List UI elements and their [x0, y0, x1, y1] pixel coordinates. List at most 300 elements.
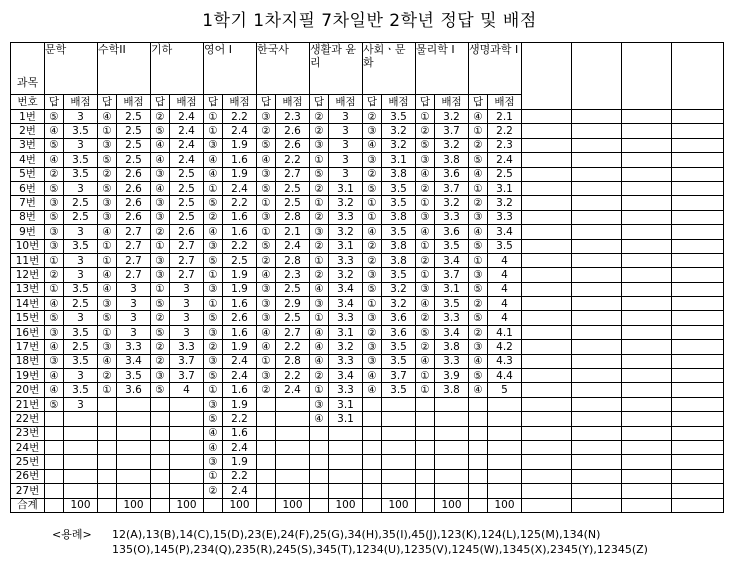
- score-cell: 3.7: [170, 354, 204, 368]
- score-cell: 3.2: [488, 196, 522, 210]
- score-cell: 3.6: [382, 325, 416, 339]
- empty-cell: [622, 426, 672, 440]
- answer-cell: [363, 484, 382, 498]
- score-cell: 3.4: [329, 297, 363, 311]
- empty-column: [672, 43, 724, 110]
- score-cell: 3.5: [64, 282, 98, 296]
- table-row: [11, 153, 724, 167]
- empty-cell: [522, 110, 572, 124]
- score-cell: 1.9: [223, 455, 257, 469]
- score-cell: 3.5: [435, 297, 469, 311]
- score-cell: 3.3: [435, 210, 469, 224]
- score-cell: 100: [382, 498, 416, 512]
- score-cell: 3.5: [435, 239, 469, 253]
- answer-cell: [257, 440, 276, 454]
- empty-cell: [572, 167, 622, 181]
- empty-cell: [572, 412, 622, 426]
- answer-cell: ①: [416, 110, 435, 124]
- empty-cell: [622, 282, 672, 296]
- question-number: 26번: [11, 469, 45, 483]
- score-cell: 100: [223, 498, 257, 512]
- empty-cell: [522, 426, 572, 440]
- answer-header: 답: [363, 95, 382, 110]
- score-cell: 3.2: [382, 124, 416, 138]
- answer-cell: [151, 498, 170, 512]
- answer-cell: [310, 455, 329, 469]
- score-cell: [170, 484, 204, 498]
- score-cell: 3.3: [117, 340, 151, 354]
- empty-cell: [622, 469, 672, 483]
- answer-cell: [98, 484, 117, 498]
- score-cell: [117, 412, 151, 426]
- score-cell: [117, 484, 151, 498]
- score-cell: [170, 455, 204, 469]
- score-cell: [276, 484, 310, 498]
- answer-cell: ⑤: [204, 369, 223, 383]
- score-cell: 2.5: [117, 138, 151, 152]
- score-cell: 2.7: [170, 268, 204, 282]
- answer-cell: ①: [204, 297, 223, 311]
- answer-cell: [257, 426, 276, 440]
- score-cell: 3.7: [382, 369, 416, 383]
- score-cell: [276, 440, 310, 454]
- table-row: [11, 297, 724, 311]
- answer-cell: ①: [257, 354, 276, 368]
- table-row: [11, 311, 724, 325]
- answer-cell: ②: [151, 311, 170, 325]
- score-cell: 2.7: [170, 239, 204, 253]
- answer-cell: ①: [98, 383, 117, 397]
- table-row: [11, 239, 724, 253]
- score-cell: 2.7: [117, 253, 151, 267]
- total-row: [11, 498, 724, 512]
- answer-cell: ⑤: [45, 311, 64, 325]
- answer-cell: [98, 498, 117, 512]
- answer-cell: ⑤: [416, 138, 435, 152]
- score-cell: 3.5: [382, 110, 416, 124]
- answer-cell: ③: [204, 354, 223, 368]
- score-cell: [488, 412, 522, 426]
- answer-cell: [363, 455, 382, 469]
- score-cell: [488, 469, 522, 483]
- score-cell: [488, 484, 522, 498]
- empty-cell: [672, 268, 724, 282]
- empty-cell: [522, 397, 572, 411]
- score-cell: 3: [170, 325, 204, 339]
- score-cell: 2.6: [223, 311, 257, 325]
- score-cell: 3: [117, 297, 151, 311]
- answer-cell: [363, 426, 382, 440]
- answer-cell: ②: [151, 110, 170, 124]
- subject-header: 한국사: [257, 43, 310, 95]
- page-title: 1학기 1차지필 7차일반 2학년 정답 및 배점: [202, 11, 537, 31]
- answer-cell: ③: [416, 153, 435, 167]
- score-cell: 3.1: [329, 412, 363, 426]
- score-cell: 1.6: [223, 383, 257, 397]
- empty-cell: [522, 138, 572, 152]
- answer-cell: ④: [310, 282, 329, 296]
- question-number: 19번: [11, 369, 45, 383]
- table-row: [11, 225, 724, 239]
- score-cell: 4.1: [488, 325, 522, 339]
- score-cell: 2.4: [276, 239, 310, 253]
- score-cell: 3.8: [382, 167, 416, 181]
- score-cell: 2.8: [276, 210, 310, 224]
- answer-cell: ④: [98, 110, 117, 124]
- score-cell: 1.9: [223, 282, 257, 296]
- score-cell: 2.2: [223, 239, 257, 253]
- empty-cell: [622, 412, 672, 426]
- score-cell: [276, 455, 310, 469]
- score-cell: 2.2: [223, 469, 257, 483]
- score-cell: 2.4: [223, 484, 257, 498]
- table-row: [11, 210, 724, 224]
- answer-cell: ④: [416, 354, 435, 368]
- answer-cell: ②: [310, 239, 329, 253]
- answer-cell: ①: [98, 325, 117, 339]
- score-cell: 1.9: [223, 167, 257, 181]
- empty-cell: [672, 426, 724, 440]
- score-cell: 3.4: [435, 325, 469, 339]
- score-cell: 2.4: [223, 369, 257, 383]
- score-cell: 1.6: [223, 426, 257, 440]
- score-cell: 3.5: [64, 167, 98, 181]
- score-cell: 3: [170, 311, 204, 325]
- empty-cell: [622, 138, 672, 152]
- answer-cell: ②: [469, 325, 488, 339]
- score-cell: [64, 440, 98, 454]
- answer-cell: ①: [416, 369, 435, 383]
- score-cell: 100: [329, 498, 363, 512]
- empty-cell: [572, 340, 622, 354]
- answer-cell: ②: [363, 167, 382, 181]
- answer-cell: [98, 469, 117, 483]
- score-cell: 3.5: [64, 383, 98, 397]
- answer-cell: ⑤: [98, 311, 117, 325]
- empty-cell: [572, 110, 622, 124]
- score-cell: [488, 397, 522, 411]
- score-cell: 3.3: [435, 311, 469, 325]
- question-number: 24번: [11, 440, 45, 454]
- subject-header: 기하: [151, 43, 204, 95]
- score-cell: 2.2: [223, 110, 257, 124]
- answer-cell: ⑤: [98, 153, 117, 167]
- answer-cell: [469, 484, 488, 498]
- score-cell: 2.5: [64, 297, 98, 311]
- score-cell: 3: [117, 282, 151, 296]
- score-cell: 3.2: [382, 282, 416, 296]
- score-cell: 4.4: [488, 369, 522, 383]
- answer-cell: [469, 397, 488, 411]
- answer-cell: ③: [363, 153, 382, 167]
- score-cell: 2.6: [276, 124, 310, 138]
- answer-cell: ③: [98, 210, 117, 224]
- empty-cell: [622, 325, 672, 339]
- empty-cell: [572, 297, 622, 311]
- empty-cell: [672, 440, 724, 454]
- empty-cell: [672, 397, 724, 411]
- answer-cell: ④: [98, 282, 117, 296]
- answer-cell: ③: [363, 268, 382, 282]
- score-cell: 2.2: [223, 196, 257, 210]
- answer-cell: ④: [257, 153, 276, 167]
- empty-cell: [522, 239, 572, 253]
- answer-cell: ③: [469, 268, 488, 282]
- answer-cell: ③: [416, 282, 435, 296]
- score-cell: 3: [329, 124, 363, 138]
- empty-cell: [672, 167, 724, 181]
- answer-cell: ③: [151, 253, 170, 267]
- score-cell: 2.5: [170, 196, 204, 210]
- question-number: 11번: [11, 253, 45, 267]
- answer-cell: ①: [151, 239, 170, 253]
- score-cell: 3.3: [329, 253, 363, 267]
- answer-cell: [204, 498, 223, 512]
- score-cell: [435, 397, 469, 411]
- score-cell: 3.1: [488, 181, 522, 195]
- score-cell: [276, 469, 310, 483]
- empty-cell: [672, 138, 724, 152]
- empty-cell: [622, 124, 672, 138]
- answer-cell: ③: [98, 196, 117, 210]
- empty-cell: [572, 225, 622, 239]
- empty-cell: [672, 253, 724, 267]
- answer-cell: [310, 469, 329, 483]
- subject-header-row: [11, 43, 724, 95]
- subject-header: 영어 I: [204, 43, 257, 95]
- answer-cell: ②: [204, 340, 223, 354]
- score-cell: 2.4: [223, 181, 257, 195]
- score-cell: 2.5: [276, 181, 310, 195]
- table-row: [11, 426, 724, 440]
- question-number: 4번: [11, 153, 45, 167]
- answer-cell: ②: [98, 369, 117, 383]
- empty-cell: [622, 167, 672, 181]
- answer-cell: ③: [151, 369, 170, 383]
- score-cell: 1.6: [223, 225, 257, 239]
- answer-cell: ④: [45, 369, 64, 383]
- question-number: 17번: [11, 340, 45, 354]
- question-number: 3번: [11, 138, 45, 152]
- empty-cell: [672, 354, 724, 368]
- answer-cell: ④: [469, 167, 488, 181]
- empty-cell: [522, 325, 572, 339]
- answer-cell: [45, 412, 64, 426]
- empty-cell: [572, 498, 622, 512]
- score-cell: 2.5: [117, 153, 151, 167]
- answer-cell: ①: [98, 253, 117, 267]
- answer-header: 답: [257, 95, 276, 110]
- score-cell: [435, 469, 469, 483]
- empty-cell: [572, 397, 622, 411]
- empty-cell: [522, 484, 572, 498]
- empty-cell: [522, 498, 572, 512]
- empty-column: [572, 43, 622, 110]
- empty-cell: [622, 210, 672, 224]
- score-cell: 3.5: [382, 340, 416, 354]
- answer-cell: ③: [151, 196, 170, 210]
- answer-cell: ①: [257, 196, 276, 210]
- score-cell: 100: [276, 498, 310, 512]
- empty-column: [522, 43, 572, 110]
- answer-cell: [416, 484, 435, 498]
- answer-cell: ②: [98, 167, 117, 181]
- answer-cell: ①: [257, 225, 276, 239]
- answer-cell: [469, 440, 488, 454]
- score-cell: 3.2: [435, 138, 469, 152]
- score-cell: 3.5: [117, 369, 151, 383]
- score-cell: [276, 426, 310, 440]
- answer-cell: ①: [416, 268, 435, 282]
- score-cell: 3: [117, 311, 151, 325]
- score-cell: 3.4: [488, 225, 522, 239]
- score-cell: 3.6: [435, 225, 469, 239]
- answer-header: 답: [204, 95, 223, 110]
- question-number: 23번: [11, 426, 45, 440]
- answer-cell: ①: [469, 124, 488, 138]
- answer-cell: ④: [45, 383, 64, 397]
- answer-cell: ③: [204, 282, 223, 296]
- answer-cell: ④: [363, 225, 382, 239]
- score-cell: 2.5: [170, 210, 204, 224]
- empty-cell: [622, 455, 672, 469]
- answer-cell: ④: [151, 138, 170, 152]
- empty-cell: [522, 268, 572, 282]
- score-cell: 3.7: [435, 124, 469, 138]
- score-cell: 2.8: [276, 253, 310, 267]
- score-cell: 3: [64, 110, 98, 124]
- answer-cell: ③: [363, 354, 382, 368]
- score-cell: 2.1: [276, 225, 310, 239]
- score-cell: 3.2: [435, 196, 469, 210]
- answer-cell: [363, 440, 382, 454]
- answer-cell: ②: [257, 383, 276, 397]
- answer-cell: [416, 469, 435, 483]
- table-row: [11, 181, 724, 195]
- table-row: [11, 383, 724, 397]
- answer-cell: ①: [204, 469, 223, 483]
- answer-cell: ②: [416, 340, 435, 354]
- answer-cell: ④: [363, 383, 382, 397]
- empty-cell: [672, 469, 724, 483]
- answer-cell: ①: [310, 383, 329, 397]
- answer-cell: ①: [45, 282, 64, 296]
- table-row: [11, 397, 724, 411]
- answer-cell: ⑤: [98, 181, 117, 195]
- answer-cell: ⑤: [469, 239, 488, 253]
- score-cell: 3.5: [382, 354, 416, 368]
- number-column-label: 번호: [11, 95, 45, 110]
- answer-cell: [151, 397, 170, 411]
- answer-cell: ④: [151, 181, 170, 195]
- score-cell: 3.6: [382, 311, 416, 325]
- table-row: [11, 167, 724, 181]
- answer-cell: ④: [416, 297, 435, 311]
- question-number: 合계: [11, 498, 45, 512]
- answer-cell: [151, 440, 170, 454]
- legend-label: <용례>: [52, 528, 92, 541]
- subject-column-label: 과목: [11, 43, 45, 95]
- score-cell: 2.3: [488, 138, 522, 152]
- score-cell: 4: [488, 268, 522, 282]
- answer-cell: ⑤: [204, 412, 223, 426]
- answer-cell: ④: [416, 167, 435, 181]
- answer-cell: ③: [45, 225, 64, 239]
- answer-cell: ①: [204, 124, 223, 138]
- answer-cell: ④: [204, 225, 223, 239]
- answer-cell: ③: [45, 325, 64, 339]
- answer-cell: [416, 498, 435, 512]
- question-number: 7번: [11, 196, 45, 210]
- score-cell: [170, 469, 204, 483]
- score-cell: [435, 484, 469, 498]
- score-cell: 3: [329, 110, 363, 124]
- score-cell: 1.9: [223, 268, 257, 282]
- answer-cell: ③: [310, 138, 329, 152]
- empty-cell: [522, 311, 572, 325]
- answer-cell: ⑤: [204, 253, 223, 267]
- score-header: 배점: [276, 95, 310, 110]
- score-cell: 1.9: [223, 138, 257, 152]
- table-row: [11, 268, 724, 282]
- empty-cell: [522, 455, 572, 469]
- answer-cell: [310, 440, 329, 454]
- table-row: [11, 484, 724, 498]
- answer-cell: ③: [257, 110, 276, 124]
- score-cell: [64, 426, 98, 440]
- table-row: [11, 369, 724, 383]
- answer-cell: [416, 412, 435, 426]
- answer-cell: ①: [204, 268, 223, 282]
- empty-cell: [572, 426, 622, 440]
- answer-cell: ⑤: [151, 124, 170, 138]
- subject-header: 물리학 I: [416, 43, 469, 95]
- empty-cell: [572, 455, 622, 469]
- answer-cell: ⑤: [257, 239, 276, 253]
- answer-cell: ①: [310, 253, 329, 267]
- question-number: 22번: [11, 412, 45, 426]
- table-row: [11, 412, 724, 426]
- empty-cell: [672, 239, 724, 253]
- subject-header: 생명과학 I: [469, 43, 522, 95]
- subject-header: 생활과 윤리: [310, 43, 363, 95]
- empty-cell: [522, 181, 572, 195]
- answer-cell: ③: [151, 167, 170, 181]
- answer-cell: [45, 498, 64, 512]
- answer-cell: [98, 455, 117, 469]
- score-cell: 2.5: [488, 167, 522, 181]
- score-cell: 3.4: [329, 369, 363, 383]
- answer-cell: [151, 426, 170, 440]
- answer-cell: ④: [45, 153, 64, 167]
- empty-cell: [622, 196, 672, 210]
- score-cell: 2.6: [117, 196, 151, 210]
- answer-header: 답: [45, 95, 64, 110]
- answer-cell: ③: [151, 210, 170, 224]
- answer-cell: ①: [98, 239, 117, 253]
- score-cell: 3.5: [64, 124, 98, 138]
- answer-cell: ④: [469, 110, 488, 124]
- score-header: 배점: [223, 95, 257, 110]
- answer-cell: ⑤: [469, 153, 488, 167]
- answer-cell: [310, 498, 329, 512]
- answer-cell: ⑤: [45, 110, 64, 124]
- answer-cell: ①: [204, 110, 223, 124]
- score-cell: 2.6: [117, 210, 151, 224]
- score-cell: 3.1: [435, 282, 469, 296]
- question-number: 2번: [11, 124, 45, 138]
- question-number: 16번: [11, 325, 45, 339]
